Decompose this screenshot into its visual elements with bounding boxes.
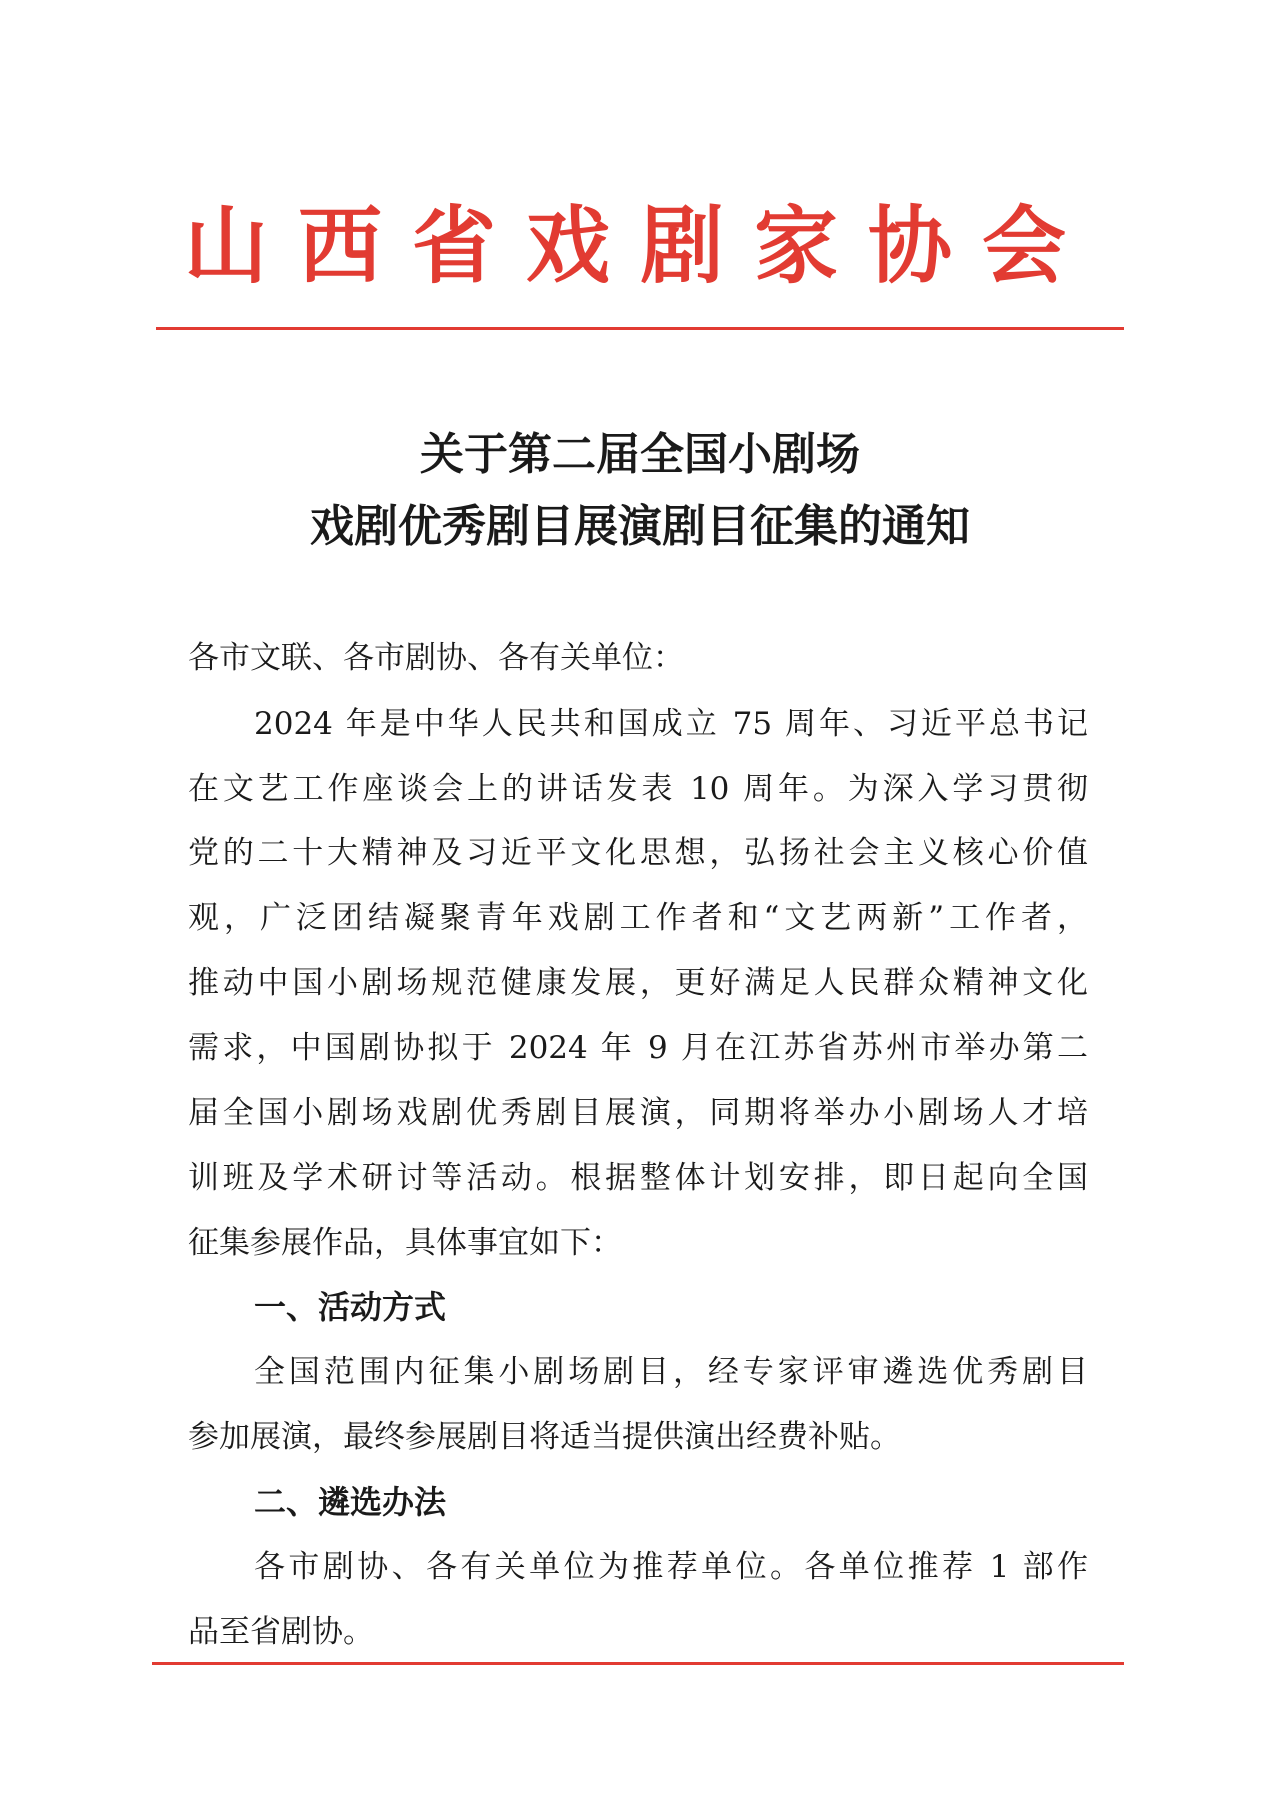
document-title-line-2: 戏剧优秀剧目展演剧目征集的通知 xyxy=(310,501,970,552)
paragraph-line: 观，广泛团结凝聚青年戏剧工作者和“文艺两新”工作者， xyxy=(188,900,1088,936)
document-title-line-1: 关于第二届全国小剧场 xyxy=(420,429,860,480)
section-heading-selection-method: 二、遴选办法 xyxy=(254,1483,447,1521)
salutation: 各市文联、各市剧协、各有关单位： xyxy=(188,640,684,676)
section-heading-activity-method: 一、活动方式 xyxy=(254,1288,447,1326)
footer-divider xyxy=(152,1662,1124,1665)
paragraph-line: 参加展演，最终参展剧目将适当提供演出经费补贴。 xyxy=(188,1419,901,1455)
paragraph-line: 届全国小剧场戏剧优秀剧目展演，同期将举办小剧场人才培 xyxy=(188,1095,1088,1131)
letterhead-org-name: 山西省戏剧家协会 xyxy=(183,196,1096,295)
paragraph-line: 训班及学术研讨等活动。根据整体计划安排，即日起向全国 xyxy=(188,1160,1088,1196)
paragraph-line: 2024 年是中华人民共和国成立 75 周年、习近平总书记 xyxy=(254,706,1088,742)
paragraph-line: 需求，中国剧协拟于 2024 年 9 月在江苏省苏州市举办第二 xyxy=(188,1030,1088,1066)
paragraph-line: 推动中国小剧场规范健康发展，更好满足人民群众精神文化 xyxy=(188,965,1088,1001)
paragraph-line: 各市剧协、各有关单位为推荐单位。各单位推荐 1 部作 xyxy=(254,1549,1088,1585)
letterhead-divider xyxy=(156,327,1124,330)
paragraph-line: 品至省剧协。 xyxy=(188,1614,374,1650)
paragraph-line: 征集参展作品，具体事宜如下： xyxy=(188,1225,622,1261)
paragraph-line: 全国范围内征集小剧场剧目，经专家评审遴选优秀剧目 xyxy=(254,1354,1088,1390)
paragraph-line: 在文艺工作座谈会上的讲话发表 10 周年。为深入学习贯彻 xyxy=(188,771,1088,807)
paragraph-line: 党的二十大精神及习近平文化思想，弘扬社会主义核心价值 xyxy=(188,835,1088,871)
